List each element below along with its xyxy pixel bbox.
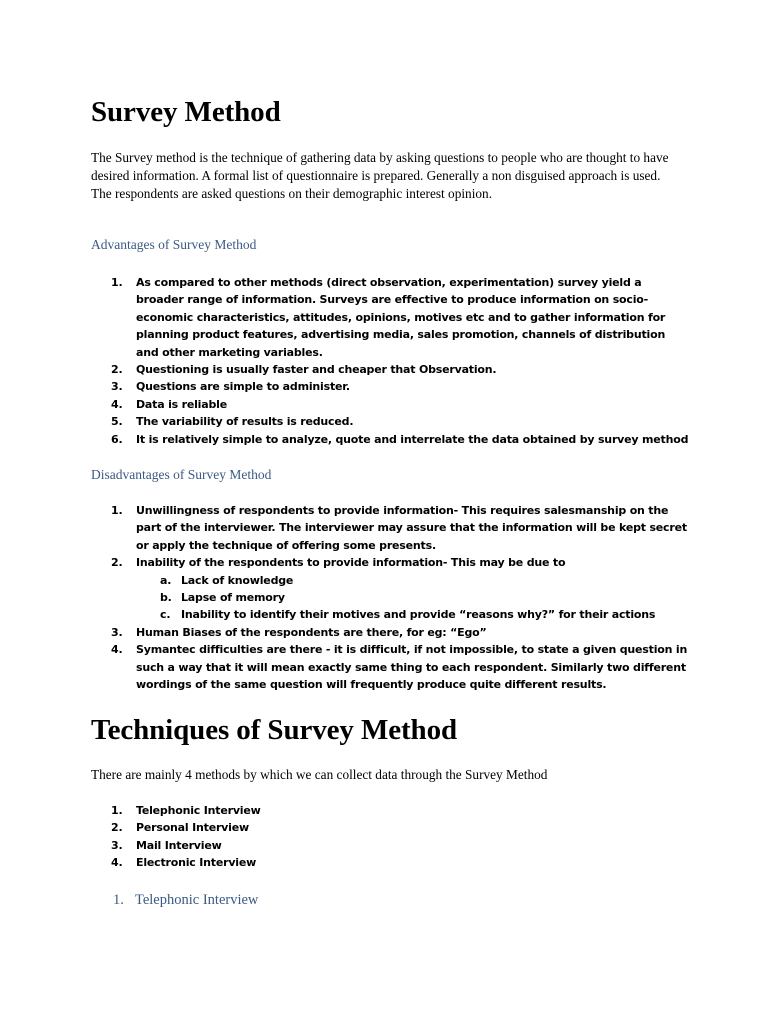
list-item <box>91 413 691 430</box>
subsection-number: 1. <box>113 892 124 908</box>
list-item-number: 4. <box>111 397 123 411</box>
list-item-number: 1. <box>111 504 123 517</box>
list-item <box>91 854 691 871</box>
inability-reasons-sublist <box>136 572 691 624</box>
list-item-number: 5. <box>111 415 123 429</box>
list-item <box>91 802 691 819</box>
list-item-number: 3. <box>111 838 123 852</box>
list-item <box>91 819 691 836</box>
list-item <box>91 837 691 854</box>
list-item-text: Mail Interview <box>136 838 222 852</box>
list-item <box>91 641 691 693</box>
disadvantages-heading: Disadvantages of Survey Method <box>91 467 272 482</box>
sublist-item <box>136 606 691 623</box>
list-item-number: 1. <box>111 804 123 817</box>
list-item-number: 3. <box>111 625 123 639</box>
subsection-title: Telephonic Interview <box>135 892 259 908</box>
list-item <box>91 361 691 378</box>
list-item <box>91 431 691 448</box>
telephonic-interview-heading <box>113 890 258 910</box>
sublist-item <box>136 572 691 589</box>
techniques-heading: Techniques of Survey Method <box>91 714 458 746</box>
sublist-item-letter: a. <box>160 573 172 587</box>
sublist-item <box>136 589 691 606</box>
list-item <box>91 502 691 554</box>
list-item-text: Questioning is usually faster and cheaper that Observation. <box>136 363 497 377</box>
list-item-text: The variability of results is reduced. <box>136 415 354 429</box>
list-item-text: Data is reliable <box>136 397 227 411</box>
intro-paragraph: The Survey method is the technique of gathering data by asking questions to people who are thought to have desired information. A formal list of questionnaire is prepared. Generally a non disguised approach is used. The respondents are asked questions on their demographic interest opinion. <box>91 150 669 201</box>
techniques-intro: There are mainly 4 methods by which we can collect data through the Survey Method <box>91 767 548 782</box>
list-item-number: 2. <box>111 556 123 570</box>
list-item-text: Unwillingness of respondents to provide information- This requires salesmanship on the part of the interviewer. The interviewer may assure that the information will be kept secret or apply the technique of offering some presents. <box>136 504 687 552</box>
list-item-number: 4. <box>111 643 123 657</box>
techniques-list <box>91 802 691 872</box>
list-item <box>91 378 691 395</box>
list-item-number: 6. <box>111 432 123 446</box>
list-item-text: Symantec difficulties are there - it is difficult, if not impossible, to state a given question in such a way that it will mean exactly same thing to each respondent. Similarly two different wordings of the same question will frequently produce quite different results. <box>136 643 688 692</box>
list-item-number: 2. <box>111 821 123 835</box>
list-item-number: 3. <box>111 380 123 394</box>
page-title: Survey Method <box>91 96 281 128</box>
disadvantages-list <box>91 502 691 693</box>
advantages-heading: Advantages of Survey Method <box>91 237 257 252</box>
list-item <box>91 624 691 641</box>
list-item-text: As compared to other methods (direct observation, experimentation) survey yield a broader range of information. Surveys are effective to produce information on socio-economic characteristics, attitudes, opinions, motives etc and to gather information for planning product features, advertising media, sales promotion, channels of distribution and other marketing variables. <box>136 276 666 359</box>
list-item <box>91 274 691 361</box>
list-item <box>91 554 691 624</box>
list-item-text: It is relatively simple to analyze, quote and interrelate the data obtained by survey method <box>136 432 689 446</box>
list-item <box>91 396 691 413</box>
advantages-list <box>91 274 691 448</box>
sublist-item-text: Inability to identify their motives and provide “reasons why?” for their actions <box>181 608 656 622</box>
sublist-item-letter: b. <box>160 591 172 605</box>
list-item-number: 2. <box>111 363 123 377</box>
sublist-item-text: Lack of knowledge <box>181 573 294 587</box>
sublist-item-letter: c. <box>160 608 171 622</box>
sublist-item-text: Lapse of memory <box>181 591 285 605</box>
list-item-text: Human Biases of the respondents are there, for eg: “Ego” <box>136 625 487 639</box>
list-item-number: 1. <box>111 276 123 289</box>
list-item-number: 4. <box>111 856 123 870</box>
list-item-text: Electronic Interview <box>136 856 257 870</box>
list-item-text: Questions are simple to administer. <box>136 380 350 394</box>
list-item-text: Personal Interview <box>136 821 249 835</box>
list-item-text: Inability of the respondents to provide information- This may be due to <box>136 556 566 570</box>
list-item-text: Telephonic Interview <box>136 804 261 817</box>
